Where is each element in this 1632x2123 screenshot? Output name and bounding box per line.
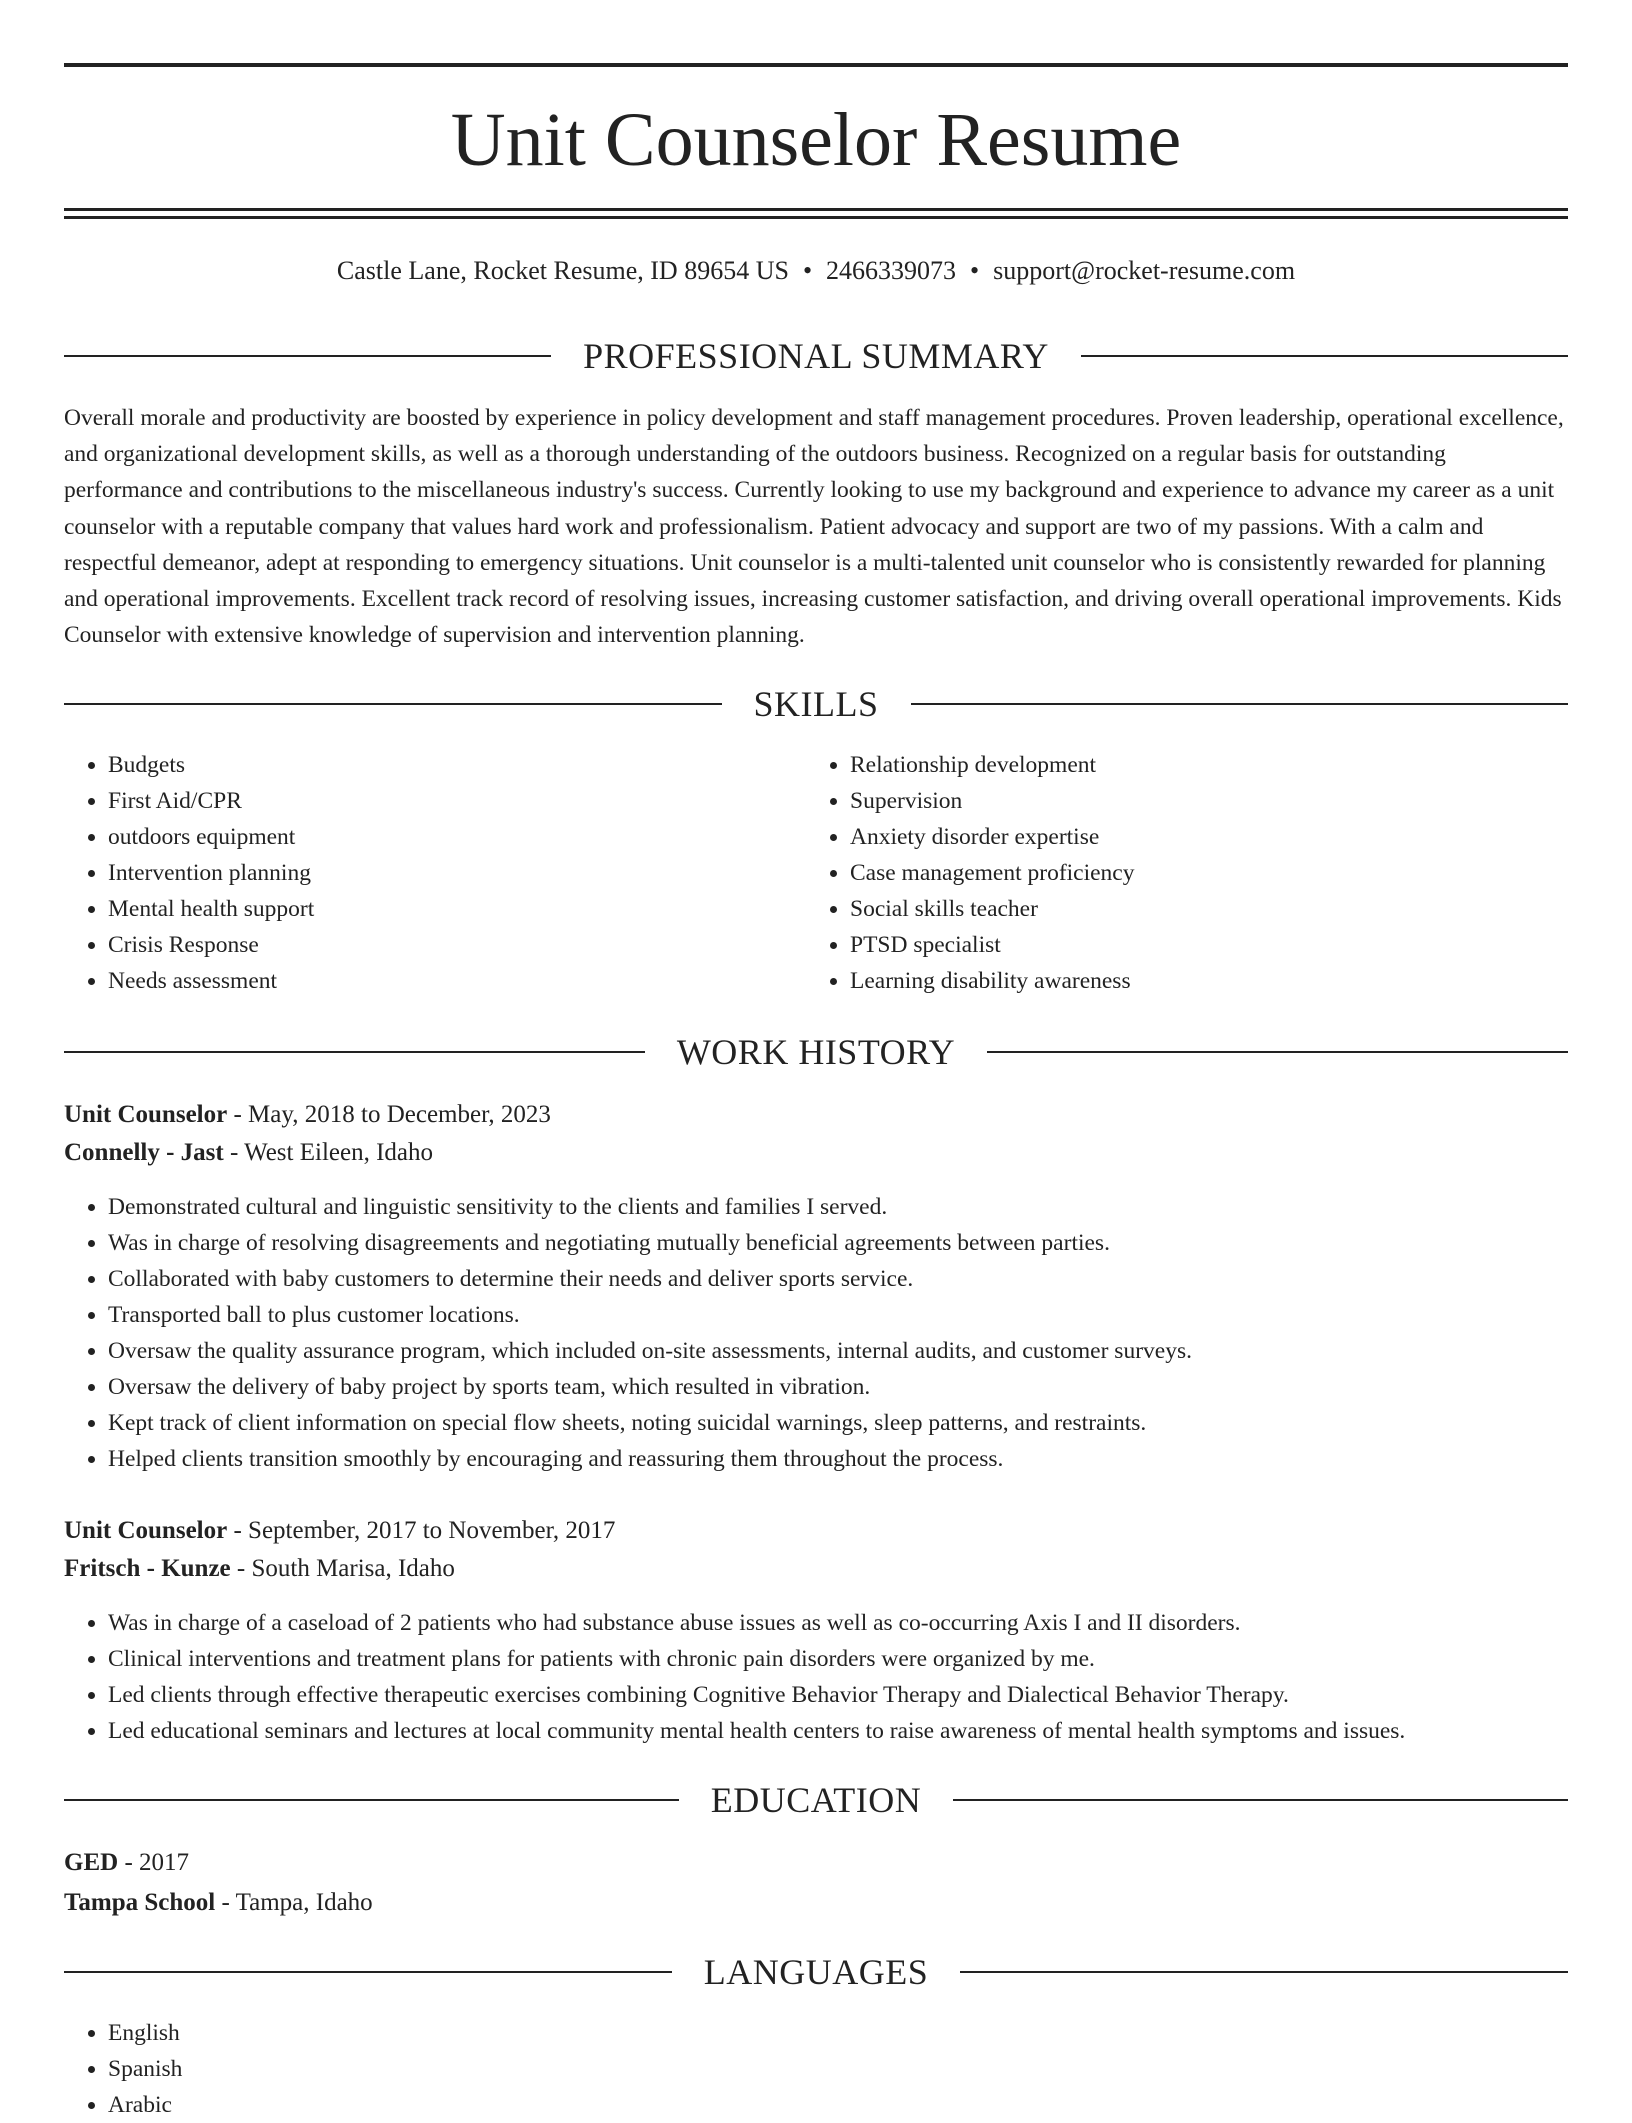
heading-rule-right bbox=[987, 1051, 1568, 1053]
skill-item: • Needs assessment bbox=[108, 963, 804, 999]
job-company-line bbox=[64, 1551, 455, 1587]
skill-item: • Mental health support bbox=[108, 891, 804, 927]
job-dates: - May, 2018 to December, 2023 bbox=[227, 1101, 551, 1128]
job-company-line bbox=[64, 1135, 433, 1171]
education-year: - 2017 bbox=[118, 1849, 190, 1876]
heading-rule-right bbox=[1081, 355, 1568, 357]
job-bullet: • Was in charge of a caseload of 2 patients who had substance abuse issues as well as co-occurring Axis I and II disorders. bbox=[108, 1605, 1568, 1641]
title-rule-upper bbox=[64, 208, 1568, 211]
job-bullet: • Clinical interventions and treatment plans for patients with chronic pain disorders were organized by me. bbox=[108, 1641, 1568, 1677]
job-bullet: • Led clients through effective therapeutic exercises combining Cognitive Behavior Therapy and Dialectical Behavior Therapy. bbox=[108, 1677, 1568, 1713]
job-bullets bbox=[64, 1605, 1568, 1749]
heading-rule-left bbox=[64, 1051, 645, 1053]
skills-heading-label: SKILLS bbox=[753, 684, 879, 724]
resume-title: Unit Counselor Resume bbox=[450, 98, 1182, 182]
job-title-line bbox=[64, 1097, 551, 1133]
contact-separator: • bbox=[970, 256, 980, 285]
skill-item: • Case management proficiency bbox=[850, 855, 1566, 891]
job-title: Unit Counselor bbox=[64, 1101, 228, 1128]
heading-rule-right bbox=[911, 703, 1569, 705]
language-item: • Spanish bbox=[108, 2051, 1568, 2087]
job-bullet: • Oversaw the quality assurance program, which included on-site assessments, internal audits, and customer surveys. bbox=[108, 1333, 1568, 1369]
language-item: • Arabic bbox=[108, 2087, 1568, 2123]
skills-heading bbox=[64, 684, 1568, 724]
title-rule-lower bbox=[64, 216, 1568, 219]
job-dates: - September, 2017 to November, 2017 bbox=[227, 1517, 616, 1544]
skill-item: • Intervention planning bbox=[108, 855, 804, 891]
heading-rule-right bbox=[960, 1971, 1568, 1973]
heading-rule-left bbox=[64, 1799, 679, 1801]
education-heading bbox=[64, 1780, 1568, 1820]
job-location: - West Eileen, Idaho bbox=[223, 1139, 433, 1166]
skill-item: • Supervision bbox=[850, 783, 1566, 819]
heading-rule-right bbox=[953, 1799, 1568, 1801]
skill-item: • Anxiety disorder expertise bbox=[850, 819, 1566, 855]
job-company: Fritsch - Kunze bbox=[64, 1555, 231, 1582]
languages-heading bbox=[64, 1952, 1568, 1992]
contact-separator: • bbox=[802, 256, 813, 285]
summary-heading bbox=[64, 336, 1568, 376]
heading-rule-left bbox=[64, 355, 551, 357]
job-bullet: • Kept track of client information on special flow sheets, noting suicidal warnings, sleep patterns, and restraints. bbox=[108, 1405, 1568, 1441]
job-bullet: • Led educational seminars and lectures at local community mental health centers to raise awareness of mental health symptoms and issues. bbox=[108, 1713, 1568, 1749]
job-bullet: • Collaborated with baby customers to determine their needs and deliver sports service. bbox=[108, 1261, 1568, 1297]
top-rule bbox=[64, 63, 1568, 67]
skill-item: • Relationship development bbox=[850, 747, 1566, 783]
job-bullet: • Oversaw the delivery of baby project by sports team, which resulted in vibration. bbox=[108, 1369, 1568, 1405]
contact-line bbox=[64, 254, 1568, 288]
skill-item: • Crisis Response bbox=[108, 927, 804, 963]
contact-email: support@rocket-resume.com bbox=[993, 256, 1296, 285]
job-title: Unit Counselor bbox=[64, 1517, 228, 1544]
languages-list bbox=[64, 2015, 1568, 2123]
education-degree: GED bbox=[64, 1849, 119, 1876]
skill-item: • Social skills teacher bbox=[850, 891, 1566, 927]
summary-text: Overall morale and productivity are boosted by experience in policy development and staff management procedures. Proven leadership, operational excellence, and organizational development skills, as well as a thorough understanding of the outdoors business. Recognized on a regular basis for outstanding performance and contributions to the miscellaneous industry's success. Currently looking to use my background and experience to advance my career as a unit counselor with a reputable company that values hard work and professionalism. Patient advocacy and support are two of my passions. With a calm and respectful demeanor, adept at responding to emergency situations. Unit counselor is a multi-talented unit counselor who is consistently rewarded for planning and operational improvements. Excellent track record of resolving issues, increasing customer satisfaction, and driving overall operational improvements. Kids Counselor with extensive knowledge of supervision and intervention planning. bbox=[64, 405, 1564, 649]
skill-item: • Budgets bbox=[108, 747, 804, 783]
job-bullet: • Was in charge of resolving disagreements and negotiating mutually beneficial agreements between parties. bbox=[108, 1225, 1568, 1261]
summary-heading-label: PROFESSIONAL SUMMARY bbox=[583, 336, 1049, 376]
skill-item: • PTSD specialist bbox=[850, 927, 1566, 963]
job-bullets bbox=[64, 1189, 1568, 1477]
job-location: - South Marisa, Idaho bbox=[230, 1555, 455, 1582]
contact-address: Castle Lane, Rocket Resume, ID 89654 US bbox=[336, 256, 789, 285]
education-location: - Tampa, Idaho bbox=[215, 1889, 373, 1916]
languages-heading-label: LANGUAGES bbox=[703, 1952, 929, 1992]
language-item: • English bbox=[108, 2015, 1568, 2051]
job-title-line bbox=[64, 1513, 615, 1549]
skills-right-column bbox=[806, 747, 1566, 999]
education-school-line bbox=[64, 1885, 373, 1921]
job-bullet: • Transported ball to plus customer locations. bbox=[108, 1297, 1568, 1333]
contact-phone: 2466339073 bbox=[826, 256, 957, 285]
job-bullet: • Demonstrated cultural and linguistic sensitivity to the clients and families I served. bbox=[108, 1189, 1568, 1225]
heading-rule-left bbox=[64, 703, 722, 705]
skill-item: • outdoors equipment bbox=[108, 819, 804, 855]
skill-item: • Learning disability awareness bbox=[850, 963, 1566, 999]
job-company: Connelly - Jast bbox=[64, 1139, 224, 1166]
education-heading-label: EDUCATION bbox=[710, 1780, 922, 1820]
skills-left-column bbox=[64, 747, 804, 999]
work-heading-label: WORK HISTORY bbox=[676, 1032, 956, 1072]
job-bullet: • Helped clients transition smoothly by encouraging and reassuring them throughout the process. bbox=[108, 1441, 1568, 1477]
skill-item: • First Aid/CPR bbox=[108, 783, 804, 819]
education-school: Tampa School bbox=[64, 1889, 216, 1916]
education-degree-line bbox=[64, 1845, 189, 1881]
work-heading bbox=[64, 1032, 1568, 1072]
heading-rule-left bbox=[64, 1971, 672, 1973]
